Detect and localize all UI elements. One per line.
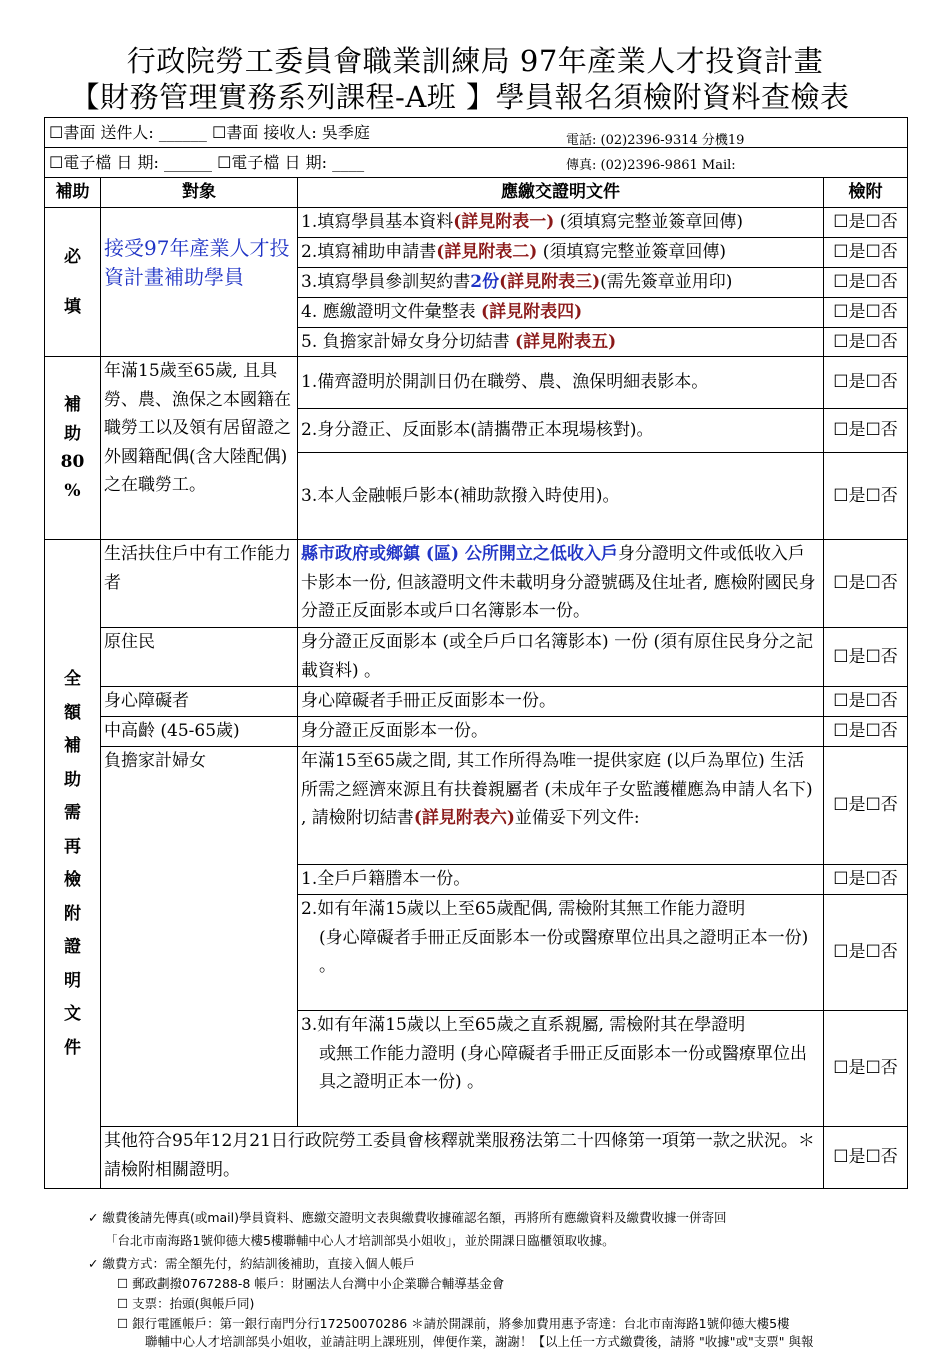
check-yes-no[interactable]: ☐是☐否: [824, 895, 908, 1011]
title-line-1: 行政院勞工委員會職業訓練局 97年產業人才投資計畫: [126, 44, 824, 78]
doc-row: 1.填寫學員基本資料(詳見附表一) (須填寫完整並簽章回傳): [298, 208, 824, 238]
sender-line-2[interactable]: ☐電子檔 日 期: ______ ☐電子檔 日 期: ____: [49, 153, 365, 172]
doc-row: 1.全戶戶籍謄本一份。: [298, 865, 824, 895]
section2-target: 年滿15歲至65歲, 且具勞、農、漁保之本國籍在職勞工以及領有居留證之外國籍配偶(含大陸配偶)之在職勞工。: [101, 357, 298, 540]
checklist-table: [44, 117, 908, 1189]
doc-row: 年滿15至65歲之間, 其工作所得為唯一提供家庭 (以戶為單位) 生活所需之經濟來源且有扶養親屬者 (未成年子女監護權應為申請人名下) , 請檢附切結書(詳見附表六)並備妥下列文件:: [298, 747, 824, 865]
section2-label: 補 助 80 %: [45, 357, 101, 540]
doc-row: 1.備齊證明於開訓日仍在職勞、農、漁保明細表影本。: [298, 357, 824, 409]
check-yes-no[interactable]: ☐是☐否: [824, 747, 908, 865]
check-yes-no[interactable]: ☐是☐否: [824, 687, 908, 717]
check-yes-no[interactable]: ☐是☐否: [824, 327, 908, 357]
check-yes-no[interactable]: ☐是☐否: [824, 238, 908, 268]
target-disabled: 身心障礙者: [101, 687, 298, 717]
header-check: 檢附: [824, 178, 908, 208]
doc-row: 2.填寫補助申請書(詳見附表二) (須填寫完整並簽章回傳): [298, 238, 824, 268]
header-row: [45, 178, 908, 208]
section3-label: 全 額 補 助 需 再 檢 附 證 明 文 件: [45, 540, 101, 1189]
doc-row: 2.如有年滿15歲以上至65歲配偶, 需檢附其無工作能力證明 (身心障礙者手冊正反面影本一份或醫療單位出具之證明正本一份) 。: [298, 895, 824, 1011]
contact-fax: 傳真: (02)2396-9861 Mail:: [566, 158, 736, 173]
target-women: 負擔家計婦女: [101, 747, 298, 1127]
check-yes-no[interactable]: ☐是☐否: [824, 717, 908, 747]
target-low-income: 生活扶住戶中有工作能力者: [101, 540, 298, 628]
check-yes-no[interactable]: ☐是☐否: [824, 409, 908, 453]
check-yes-no[interactable]: ☐是☐否: [824, 865, 908, 895]
doc-row: 3.填寫學員參訓契約書2份(詳見附表三)(需先簽章並用印): [298, 268, 824, 298]
header-docs: 應繳交證明文件: [298, 178, 824, 208]
check-yes-no[interactable]: ☐是☐否: [824, 268, 908, 298]
title-line-2: 【財務管理實務系列課程-A班 】學員報名須檢附資料查檢表: [70, 80, 850, 114]
target-indigenous: 原住民: [101, 628, 298, 687]
payment-wire-cont: 聯輔中心人才培訓部吳小姐收，並請註明上課班別，俾便作業，謝謝！【以上任一方式繳費後，請將 "收據"或"支票" 與報: [145, 1334, 814, 1349]
check-yes-no[interactable]: ☐是☐否: [824, 1127, 908, 1189]
check-yes-no[interactable]: ☐是☐否: [824, 1011, 908, 1127]
check-yes-no[interactable]: ☐是☐否: [824, 208, 908, 238]
doc-row: 4. 應繳證明文件彙整表 (詳見附表四): [298, 298, 824, 328]
check-yes-no[interactable]: ☐是☐否: [824, 357, 908, 409]
section1-label: 必 填: [45, 208, 101, 357]
footer-note-2: ✓ 繳費方式：需全額先付，約結訓後補助，直接入個人帳戶: [88, 1256, 415, 1271]
check-yes-no[interactable]: ☐是☐否: [824, 540, 908, 628]
payment-postal[interactable]: ☐ 郵政劃撥0767288-8 帳戶：財團法人台灣中小企業聯合輔導基金會: [117, 1276, 505, 1291]
doc-row: 5. 負擔家計婦女身分切結書 (詳見附表五): [298, 327, 824, 357]
target-elderly: 中高齡 (45-65歲): [101, 717, 298, 747]
doc-row: 2.身分證正、反面影本(請攜帶正本現場核對)。: [298, 409, 824, 453]
other-condition: 其他符合95年12月21日行政院勞工委員會核釋就業服務法第二十四條第一項第一款之狀況。＊請檢附相關證明。: [101, 1127, 824, 1189]
doc-row: 縣市政府或鄉鎮 (區) 公所開立之低收入戶身分證明文件或低收入戶卡影本一份, 但該證明文件未載明身分證號碼及住址者, 應檢附國民身分證正反面影本或戶口名簿影本一份。: [298, 540, 824, 628]
doc-row: 身分證正反面影本一份。: [298, 717, 824, 747]
doc-row: 身分證正反面影本 (或全戶戶口名簿影本) 一份 (須有原住民身分之記載資料) 。: [298, 628, 824, 687]
header-aid: 補助: [45, 178, 101, 208]
contact-phone: 電話: (02)2396-9314 分機19: [566, 133, 745, 148]
check-yes-no[interactable]: ☐是☐否: [824, 453, 908, 540]
doc-row: 身心障礙者手冊正反面影本一份。: [298, 687, 824, 717]
doc-row: 3.如有年滿15歲以上至65歲之直系親屬, 需檢附其在學證明 或無工作能力證明 (身心障礙者手冊正反面影本一份或醫療單位出具之證明正本一份) 。: [298, 1011, 824, 1127]
check-yes-no[interactable]: ☐是☐否: [824, 298, 908, 328]
check-yes-no[interactable]: ☐是☐否: [824, 628, 908, 687]
section1-target: 接受97年產業人才投資計畫補助學員: [101, 208, 298, 357]
payment-wire[interactable]: ☐ 銀行電匯帳戶：第一銀行南門分行17250070286 ＊請於開課前，將參加費用惠予寄達：台北市南海路1號仰德大樓5樓: [117, 1316, 790, 1331]
doc-row: 3.本人金融帳戶影本(補助款撥入時使用)。: [298, 453, 824, 540]
footer-note-1: ✓ 繳費後請先傳真(或mail)學員資料、應繳交證明文表與繳費收據確認名額，再將所有應繳資料及繳費收據一併寄回: [88, 1210, 727, 1225]
footer-note-1b: 「台北市南海路1號仰德大樓5樓聯輔中心人才培訓部吳小姐收」，並於開課日臨櫃領取收據。: [105, 1233, 615, 1248]
header-target: 對象: [101, 178, 298, 208]
sender-line-1[interactable]: ☐書面 送件人: ______ ☐書面 接收人: 吳季庭: [49, 123, 370, 142]
payment-check[interactable]: ☐ 支票：抬頭(與帳戶同): [117, 1296, 255, 1311]
